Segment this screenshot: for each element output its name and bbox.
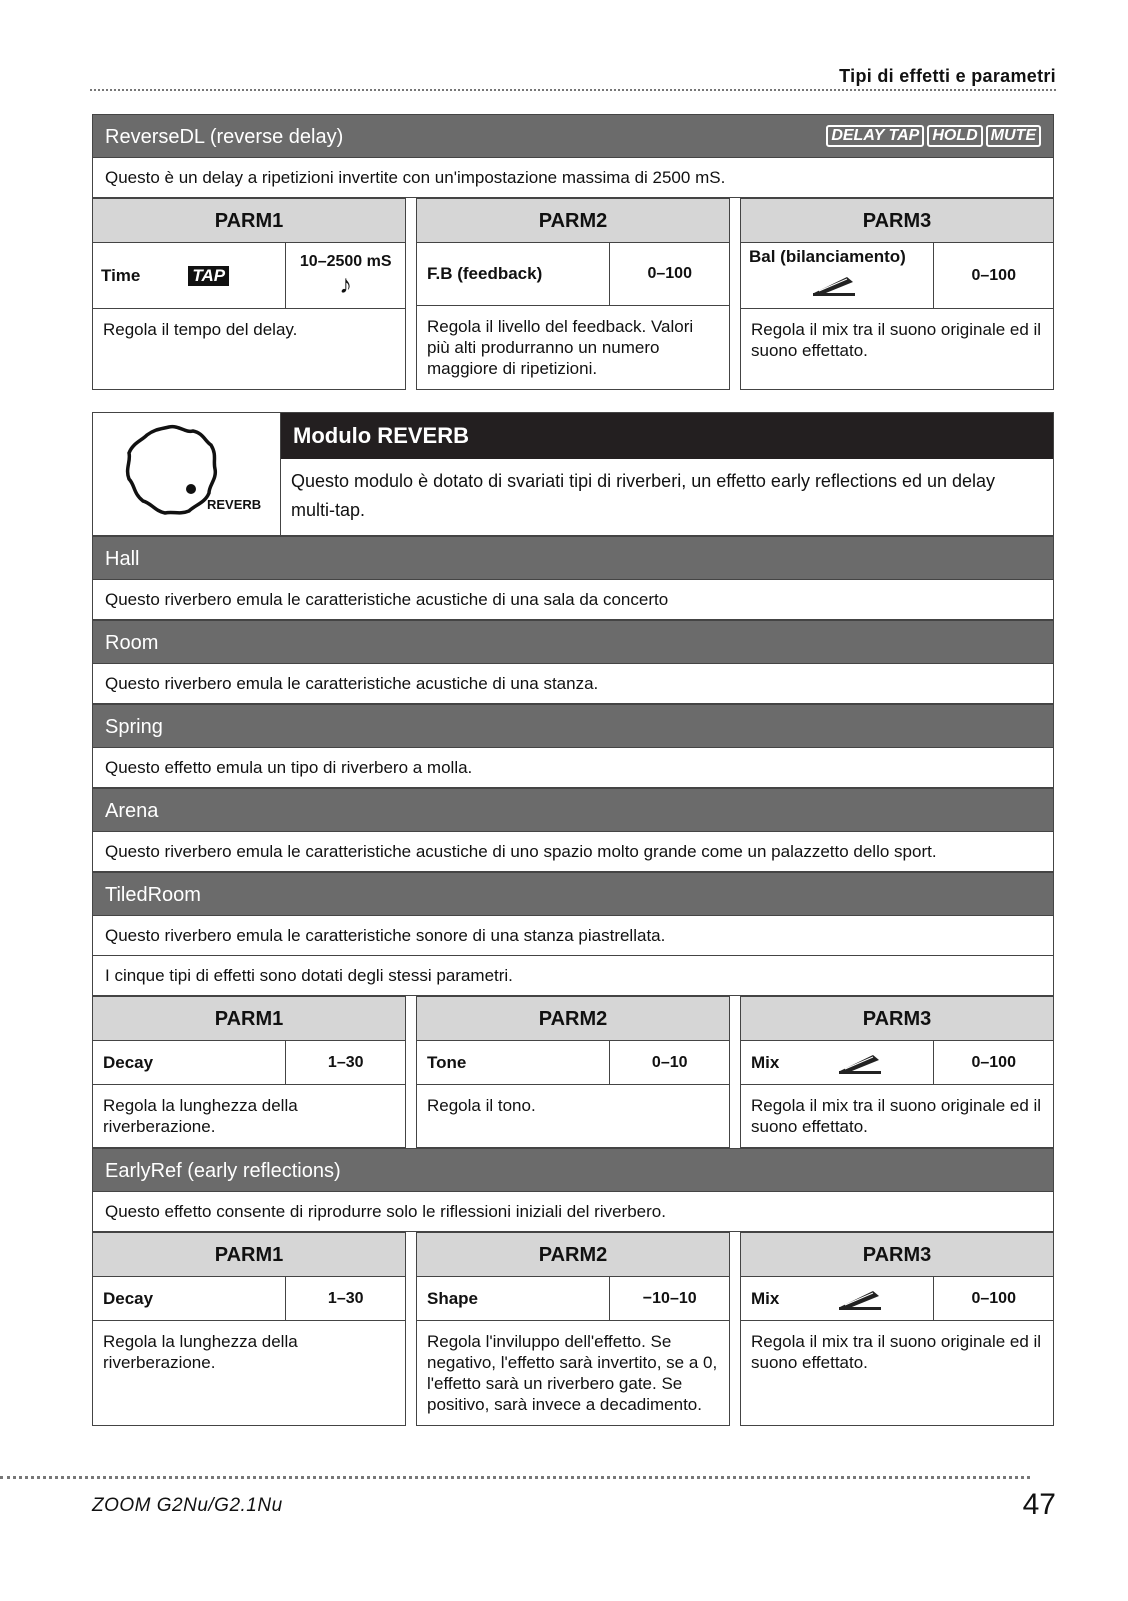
parm-row — [741, 243, 1053, 309]
effect-title-earlyref: EarlyRef (early reflections) — [92, 1148, 1054, 1192]
effect-description: Questo riverbero emula le caratteristiche acustiche di uno spazio molto grande come un palazzetto dello sport. — [92, 832, 1054, 872]
parm-row — [93, 1041, 405, 1085]
knob-cell — [93, 413, 281, 535]
parm2-column — [416, 1232, 730, 1426]
effect-description: Questo effetto emula un tipo di riverbero a molla. — [92, 748, 1054, 788]
parm3-column — [740, 198, 1054, 390]
parm-header: PARM2 — [417, 1233, 729, 1277]
effect-title-bar — [92, 114, 1054, 158]
parm-range-cell — [286, 243, 405, 308]
parm2-column — [416, 996, 730, 1148]
effect-title-room: Room — [92, 620, 1054, 664]
parm-description: Regola il mix tra il suono originale ed il suono effettato. — [751, 320, 1042, 360]
parm-header: PARM1 — [93, 199, 405, 243]
parm-name: Tone — [417, 1041, 610, 1084]
parm-name: Mix — [751, 1288, 780, 1308]
note-icon: ♪ — [339, 269, 353, 299]
effect-title-hall: Hall — [92, 536, 1054, 580]
parm-header: PARM3 — [741, 1233, 1053, 1277]
effect-description: Questo effetto consente di riprodurre solo le riflessioni iniziali del riverbero. — [92, 1192, 1054, 1232]
badge-delay-tap: DELAY TAP — [826, 125, 924, 147]
expression-pedal-icon — [811, 273, 857, 297]
parm-name: Bal (bilanciamento) — [749, 247, 906, 266]
parm-row — [417, 1041, 729, 1085]
parm-name-cell — [741, 1041, 934, 1084]
parm-range: 0–10 — [651, 1053, 688, 1071]
parm-description: Regola il mix tra il suono originale ed il suono effettato. — [751, 1096, 1042, 1136]
reverb-module-section — [92, 412, 1054, 536]
reverse-dl-section — [92, 114, 1054, 390]
parm-header: PARM2 — [417, 199, 729, 243]
reverb-effects-list — [92, 536, 1054, 1426]
parm-header: PARM3 — [741, 997, 1053, 1041]
reverb-module-header — [92, 412, 1054, 536]
parm-description: Regola l'inviluppo dell'effetto. Se negativo, l'effetto sarà invertito, se a 0, l'effetto sarà un riverbero gate. Se positivo, sarà invece a decadimento. — [427, 1332, 718, 1414]
parm-row — [93, 243, 405, 309]
parm-range: 10–2500 mS — [299, 253, 392, 270]
parm-range: 0–100 — [647, 265, 692, 282]
parm-name: Shape — [417, 1277, 610, 1320]
shared-parameter-table — [92, 996, 1054, 1148]
page-header-title: Tipi di effetti e parametri — [839, 66, 1056, 86]
expression-pedal-icon — [837, 1287, 883, 1311]
parm-range: 0–100 — [971, 1289, 1016, 1307]
shared-parameters-note: I cinque tipi di effetti sono dotati degli stessi parametri. — [92, 956, 1054, 996]
parm-header: PARM3 — [741, 199, 1053, 243]
parm-name: F.B (feedback) — [417, 243, 610, 305]
parm1-column — [92, 996, 406, 1148]
effect-badges — [826, 125, 1041, 147]
parm-range: 0–100 — [971, 266, 1016, 284]
parm-range: 0–100 — [971, 1053, 1016, 1071]
parm1-column — [92, 1232, 406, 1426]
footer-divider — [0, 1476, 1030, 1479]
effect-title: ReverseDL (reverse delay) — [105, 126, 344, 148]
parm-header: PARM1 — [93, 1233, 405, 1277]
parm-row — [417, 1277, 729, 1321]
parm-name: Decay — [93, 1277, 286, 1320]
effect-title-tiledroom: TiledRoom — [92, 872, 1054, 916]
effect-description: Questo riverbero emula le caratteristiche sonore di una stanza piastrellata. — [92, 916, 1054, 956]
parm-row — [417, 243, 729, 306]
parm-row — [741, 1041, 1053, 1085]
reverb-module-info — [281, 413, 1053, 535]
effect-title-arena: Arena — [92, 788, 1054, 832]
parm-row — [93, 1277, 405, 1321]
parm-description: Regola la lunghezza della riverberazione. — [103, 1332, 298, 1372]
page-number: 47 — [1022, 1488, 1056, 1521]
earlyref-parameter-table — [92, 1232, 1054, 1426]
parm-description: Regola il mix tra il suono originale ed il suono effettato. — [751, 1332, 1042, 1372]
header-divider — [90, 89, 1056, 91]
footer-brand: ZOOM G2Nu/G2.1Nu — [92, 1495, 283, 1516]
parm-range: 1–30 — [327, 1289, 364, 1307]
parm-name: Mix — [751, 1052, 780, 1072]
effect-description: Questo è un delay a ripetizioni invertite con un'impostazione massima di 2500 mS. — [92, 158, 1054, 198]
parm1-column — [92, 198, 406, 390]
parm3-column — [740, 996, 1054, 1148]
parm-name-cell — [741, 1277, 934, 1320]
parm-name: Decay — [93, 1041, 286, 1084]
parm2-column — [416, 198, 730, 390]
parm-name: Time — [101, 265, 141, 285]
module-title: Modulo REVERB — [281, 413, 1053, 459]
parameter-table — [92, 198, 1054, 390]
parm-range: 1–30 — [327, 1053, 364, 1071]
parm-header: PARM1 — [93, 997, 405, 1041]
parm-range: −10–10 — [642, 1289, 697, 1307]
effect-description: Questo riverbero emula le caratteristiche acustiche di una sala da concerto — [92, 580, 1054, 620]
parm-description: Regola il livello del feedback. Valori più alti produrranno un numero maggiore di ripetizioni. — [427, 317, 694, 378]
expression-pedal-icon — [837, 1051, 883, 1075]
parm-description: Regola il tono. — [427, 1096, 536, 1115]
effect-title-spring: Spring — [92, 704, 1054, 748]
parm3-column — [740, 1232, 1054, 1426]
effect-description: Questo riverbero emula le caratteristiche acustiche di una stanza. — [92, 664, 1054, 704]
parm-name-cell — [741, 243, 934, 308]
badge-mute: MUTE — [986, 125, 1041, 147]
parm-row — [741, 1277, 1053, 1321]
parm-description: Regola la lunghezza della riverberazione. — [103, 1096, 298, 1136]
knob-label: REVERB — [207, 497, 262, 512]
parm-header: PARM2 — [417, 997, 729, 1041]
parm-description: Regola il tempo del delay. — [103, 320, 298, 339]
reverb-knob-icon — [93, 413, 281, 535]
badge-hold: HOLD — [927, 125, 982, 147]
parm-name-cell — [93, 243, 286, 308]
module-description: Questo modulo è dotato di svariati tipi di riverberi, un effetto early reflections ed un delay multi-tap. — [291, 471, 996, 520]
tap-icon: TAP — [188, 266, 229, 286]
